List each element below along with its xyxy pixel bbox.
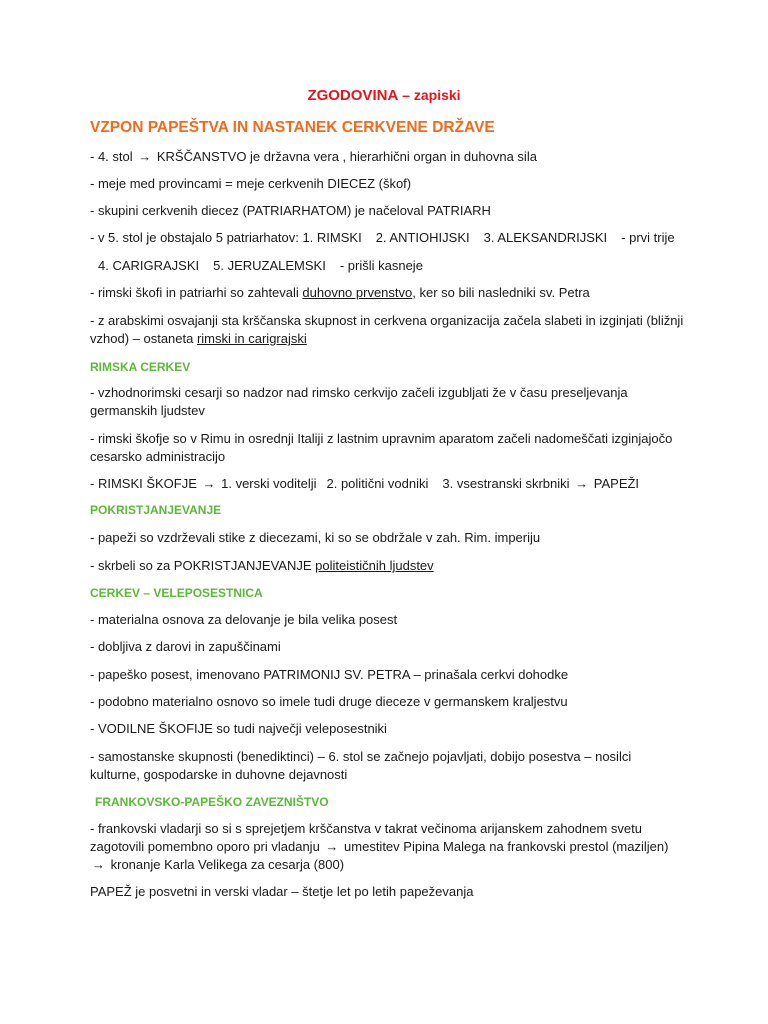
underlined-text: rimski in carigrajski [196, 331, 307, 346]
text-span: 3. ALEKSANDRIJSKI [483, 230, 608, 245]
text-line: - rimski škofje so v Rimu in osrednji Italiji z lastnim upravnim aparatom začeli nadomeščati izginjajočo [90, 431, 673, 446]
arrow-icon: → [325, 839, 339, 854]
text-span: 2. ANTIOHIJSKI [375, 230, 470, 245]
text-line [90, 475, 639, 493]
arrow-icon: → [138, 149, 152, 164]
text-line: - vzhodnorimski cesarji so nadzor nad rimsko cerkvijo začeli izgubljati že v času preseljevanja [90, 385, 628, 400]
section-heading-frankish-alliance: FRANKOVSKO-PAPEŠKO ZAVEZNIŠTVO [95, 795, 329, 809]
text-line [98, 257, 423, 275]
text-span: - 4. stol [90, 149, 137, 164]
text-span: 3. vsestranski skrbniki [442, 476, 574, 491]
text-line: cesarsko administracijo [90, 449, 226, 464]
text-line: - z arabskimi osvajanji sta krščanska skupnost in cerkvena organizacija začela slabeti in izginjati (bližnji [90, 313, 684, 328]
section-heading-papacy: VZPON PAPEŠTVA IN NASTANEK CERKVENE DRŽAVE [90, 119, 495, 136]
text-line: germanskih ljudstev [90, 403, 205, 418]
text-span: vzhod) – ostaneta [90, 331, 197, 346]
text-span: PAPEŽI [590, 476, 640, 491]
text-line [90, 229, 675, 247]
text-span: - prišli kasneje [339, 258, 423, 273]
arrow-icon: → [92, 857, 105, 872]
text-span: - RIMSKI ŠKOFJE [90, 476, 201, 491]
text-span: - prvi trije [621, 230, 675, 245]
text-span: kronanje Karla Velikega za cesarja (800) [107, 857, 345, 872]
text-line: PAPEŽ je posvetni in verski vladar – štetje let po letih papeževanja [90, 884, 474, 899]
text-line [90, 148, 537, 166]
title-dash: – [398, 87, 414, 103]
text-line: - frankovski vladarji so si s sprejetjem krščanstva v takrat večinoma arijanskem zahodnem svetu [90, 821, 642, 836]
document-title [0, 87, 768, 104]
text-line [90, 330, 307, 348]
section-heading-roman-church: RIMSKA CERKEV [90, 360, 191, 374]
text-span: 1. verski voditelji [217, 476, 317, 491]
text-line: - meje med provincami = meje cerkvenih DIECEZ (škof) [90, 176, 412, 191]
text-line: - papeško posest, imenovano PATRIMONIJ SV. PETRA – prinašala cerkvi dohodke [90, 667, 569, 682]
text-span: 5. JERUZALEMSKI [213, 258, 326, 273]
text-span: zagotovili pomembno oporo pri vladanju [90, 839, 324, 854]
text-line [90, 284, 590, 302]
text-line: - samostanske skupnosti (benediktinci) – 6. stol se začnejo pojavljati, dobijo posestva – nosilci [90, 749, 632, 764]
text-line: kulturne, gospodarske in duhovne dejavnosti [90, 767, 348, 782]
text-line [90, 838, 668, 856]
arrow-icon: → [202, 476, 216, 491]
text-line: - podobno materialno osnovo so imele tudi druge dieceze v germanskem kraljestvu [90, 694, 568, 709]
arrow-icon: → [575, 476, 589, 491]
text-line: - skupini cerkvenih diecez (PATRIARHATOM) je načeloval PATRIARH [90, 203, 491, 218]
text-span: - skrbeli so za POKRISTJANJEVANJE [90, 558, 316, 573]
text-line: - papeži so vzdrževali stike z diecezami, ki so se obdržale v zah. Rim. imperiju [90, 530, 541, 545]
section-heading-landowner: CERKEV – VELEPOSESTNICA [90, 586, 263, 600]
title-main: ZGODOVINA [307, 87, 399, 104]
text-span: 2. politični vodniki [326, 476, 429, 491]
text-span: - rimski škofi in patriarhi so zahtevali [90, 285, 303, 300]
text-span: 4. CARIGRAJSKI [98, 258, 200, 273]
title-sub: zapiski [413, 87, 461, 103]
text-line [90, 856, 344, 874]
text-line: - dobljiva z darovi in zapuščinami [90, 639, 281, 654]
text-line: - VODILNE ŠKOFIJE so tudi največji veleposestniki [90, 721, 387, 736]
underlined-text: politeističnih ljudstev [315, 558, 434, 573]
section-heading-christianization: POKRISTJANJEVANJE [90, 503, 222, 517]
text-span: - v 5. stol je obstajalo 5 patriarhatov: 1. RIMSKI [90, 230, 362, 245]
text-span: , ker so bili nasledniki sv. Petra [412, 285, 590, 300]
text-line [90, 557, 434, 575]
underlined-text: duhovno prvenstvo [302, 285, 413, 300]
text-line: - materialna osnova za delovanje je bila velika posest [90, 612, 398, 627]
text-span: umestitev Pipina Malega na frankovski prestol (maziljen) [340, 839, 669, 854]
text-span: KRŠČANSTVO je državna vera , hierarhični organ in duhovna sila [153, 149, 537, 164]
